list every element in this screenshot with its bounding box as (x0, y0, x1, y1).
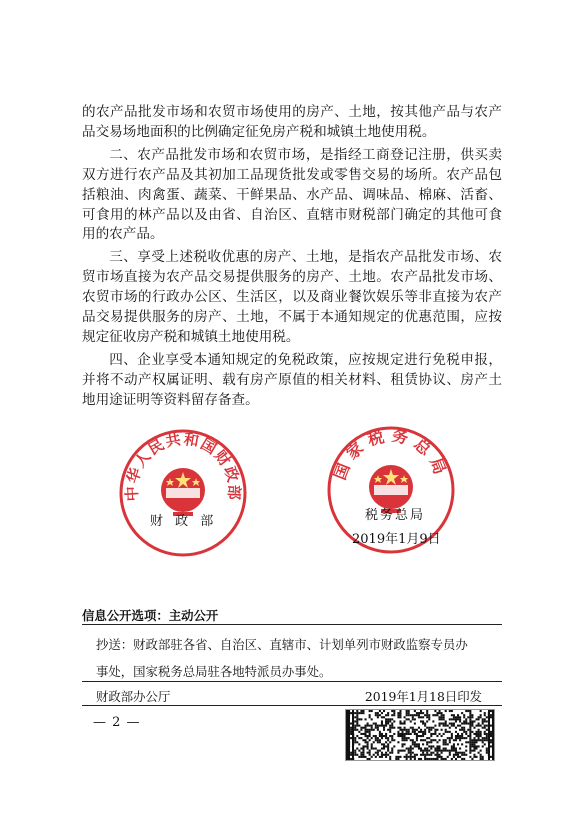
signature-date: 2019年1月9日 (352, 532, 441, 547)
paragraph-1: 的农产品批发市场和农贸市场使用的房产、土地，按其他产品与农产品交易场地面积的比例确定征免房产税和城镇土地使用税。 (82, 104, 502, 140)
cc-list (96, 631, 492, 685)
paragraph-4: 四、企业享受本通知规定的免税政策，应按规定进行免税申报，并将不动产权属证明、载有房产原值的相关材料、租赁协议、房产土地用途证明等资料留存备查。 (82, 351, 502, 408)
paragraph-3: 三、享受上述税收优惠的房产、土地，是指农产品批发市场、农贸市场直接为农产品交易提供服务的房产、土地。农产品批发市场、农贸市场的行政办公区、生活区，以及商业餐饮娱乐等非直接为农产品交易提供服务的房产、土地，不属于本通知规定的优惠范围，应按规定征收房产税和城镇土地使用税。 (82, 249, 502, 345)
ministry-of-finance-seal (118, 428, 248, 558)
divider-top (82, 624, 502, 625)
print-date: 2019年1月18日印发 (364, 689, 482, 704)
page-number: — 2 — (93, 715, 141, 730)
document-body (82, 103, 502, 414)
signature-taxation-administration: 税务总局 (365, 508, 426, 523)
svg-text:国家税务总局: 国家税务总局 (330, 425, 452, 483)
qr-barcode (345, 709, 495, 761)
svg-text:中华人民共和国财政部: 中华人民共和国财政部 (122, 429, 244, 502)
cc-line-1: 抄送：财政部驻各省、自治区、直辖市、计划单列市财政监察专员办 (96, 637, 468, 652)
issuing-office: 财政部办公厅 (96, 689, 171, 704)
divider-bottom (82, 705, 502, 706)
divider-middle (82, 681, 502, 682)
cc-line-2: 事处，国家税务总局驻各地特派员办事处。 (96, 664, 332, 679)
paragraph-2: 二、农产品批发市场和农贸市场，是指经工商登记注册，供买卖双方进行农产品及其初加工品现货批发或零售交易的场所。农产品包括粮油、肉禽蛋、蔬菜、干鲜果品、水产品、调味品、棉麻、活畜、可食用的林产品以及由省、自治区、直辖市财税部门确定的其他可食用的农产品。 (82, 146, 502, 243)
disclosure-option: 信息公开选项：主动公开 (82, 608, 219, 623)
signature-ministry-of-finance: 财 政 部 (150, 514, 218, 529)
